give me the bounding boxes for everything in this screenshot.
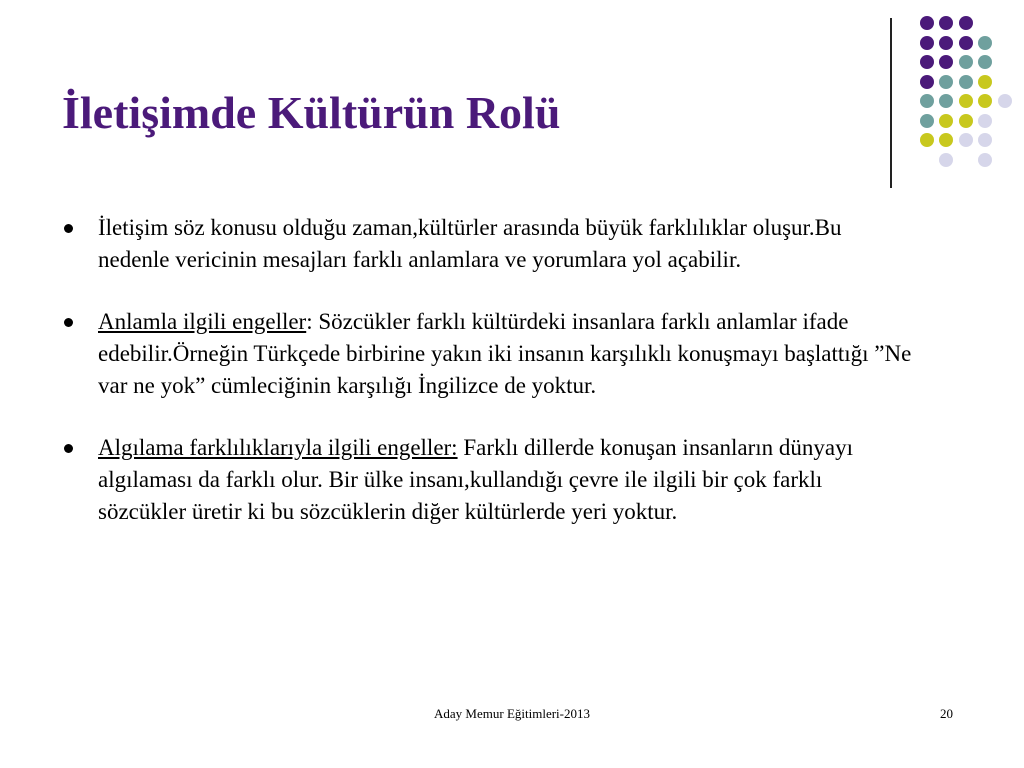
decor-dot-icon (939, 75, 953, 89)
page-number: 20 (940, 706, 953, 721)
slide-title: İletişimde Kültürün Rolü (62, 87, 561, 138)
decor-dot-icon (939, 94, 953, 108)
bullet-icon (64, 444, 73, 453)
title-divider-line (890, 18, 892, 188)
decor-dot-icon (920, 55, 934, 69)
bullet-list (62, 212, 912, 528)
decor-dot-icon (939, 16, 953, 30)
decor-dot-icon (978, 114, 992, 128)
decor-dot-icon (920, 133, 934, 147)
decor-dot-icon (939, 55, 953, 69)
decor-dot-icon (959, 114, 973, 128)
bullet-item (62, 432, 912, 528)
decor-dot-icon (939, 114, 953, 128)
decor-dot-icon (959, 36, 973, 50)
decor-dot-icon (920, 16, 934, 30)
decor-dot-icon (978, 75, 992, 89)
bullet-icon (64, 318, 73, 327)
decor-dot-icon (978, 153, 992, 167)
bullet-term: Anlamla ilgili engeller (98, 309, 307, 334)
bullet-text: : Sözcükler farklı kültürdeki insanlara farklı anlamlar ifade edebilir.Örneğin Türkçede birbirine yakın iki insanın karşılıklı konuşmayı başlattığı ”Ne var ne yok” cümleciğinin karşılığı İngilizce de yoktur. (98, 309, 912, 398)
bullet-icon (64, 224, 73, 233)
decor-dot-icon (959, 75, 973, 89)
decor-dot-icon (959, 55, 973, 69)
decor-dot-icon (978, 55, 992, 69)
bullet-term: Algılama farklılıklarıyla ilgili engeller: (98, 435, 458, 460)
bullet-text: İletişim söz konusu olduğu zaman,kültürler arasında büyük farklılıklar oluşur.Bu nedenle vericinin mesajları farklı anlamlara ve yorumlara yol açabilir. (98, 215, 842, 272)
decor-dot-icon (920, 114, 934, 128)
decor-dot-icon (939, 133, 953, 147)
decor-dot-icon (920, 36, 934, 50)
decor-dot-icon (959, 133, 973, 147)
decor-dot-icon (939, 36, 953, 50)
decor-dot-icon (920, 94, 934, 108)
decor-dot-icon (978, 36, 992, 50)
decor-dot-icon (939, 153, 953, 167)
footer-text: Aday Memur Eğitimleri-2013 (434, 706, 590, 721)
bullet-item (62, 212, 912, 276)
decor-dot-icon (959, 94, 973, 108)
bullet-text: Farklı dillerde konuşan insanların dünyayı algılaması da farklı olur. Bir ülke insanı,kullandığı çevre ile ilgili bir çok farklı sözcükler üretir ki bu sözcüklerin diğer kültürlerde yeri yoktur. (98, 435, 853, 524)
decor-dot-icon (978, 133, 992, 147)
decor-dot-icon (978, 94, 992, 108)
decor-dot-icon (998, 94, 1012, 108)
bullet-item (62, 306, 912, 402)
decor-dot-icon (959, 16, 973, 30)
decor-dot-icon (920, 75, 934, 89)
